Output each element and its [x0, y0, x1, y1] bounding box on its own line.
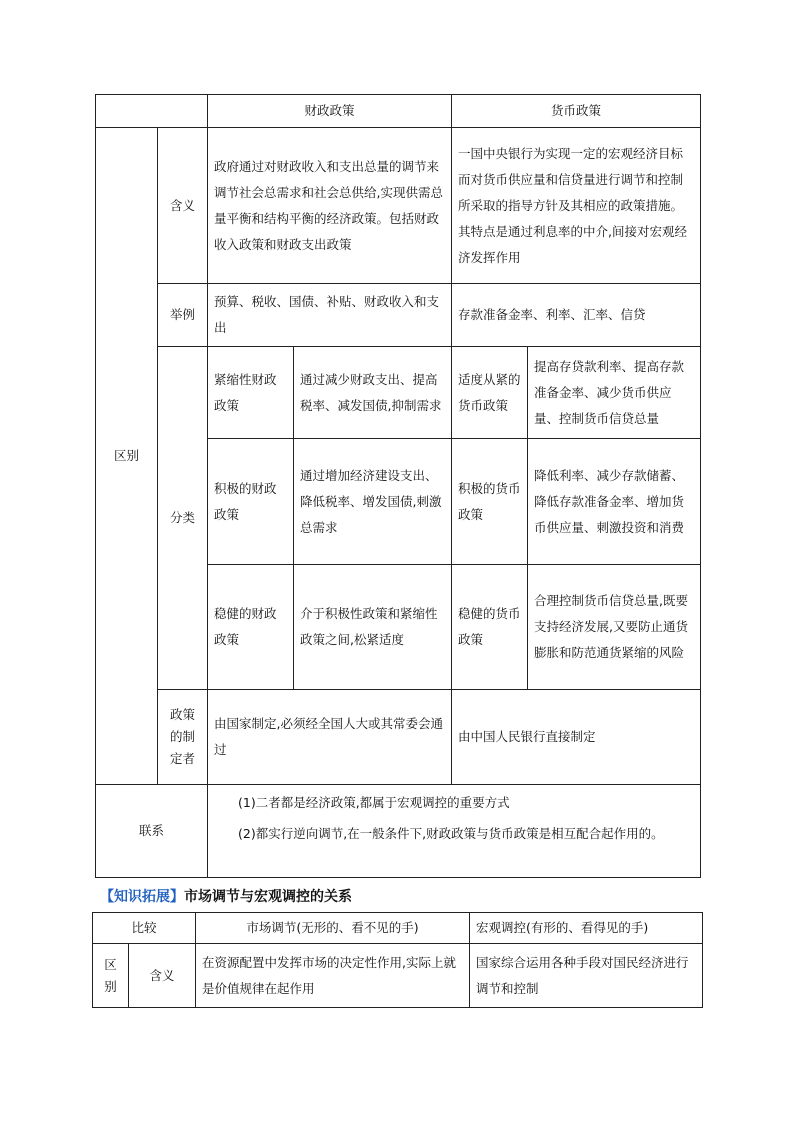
header-monetary: 货币政策	[452, 95, 701, 128]
stable-monetary-desc: 合理控制货币信贷总量,既要支持经济发展,又要防止通货膨胀和防范通货紧缩的风险	[528, 565, 701, 690]
active-monetary-desc: 降低利率、减少存款储蓄、降低存款准备金率、增加货币供应量、刺激投资和消费	[528, 439, 701, 565]
section-tag: 【知识拓展】	[100, 889, 184, 905]
macro-meaning: 国家综合运用各种手段对国民经济进行调节和控制	[470, 944, 703, 1008]
maker-label: 政策的制定者	[158, 690, 208, 785]
link-content	[208, 785, 701, 878]
meaning-label: 含义	[158, 128, 208, 284]
market-header: 市场调节(无形的、看不见的手)	[196, 913, 470, 944]
compare-label: 比较	[93, 913, 196, 944]
link-label: 联系	[96, 785, 208, 878]
diff-label: 区别	[96, 128, 158, 785]
example-fiscal: 预算、税收、国债、补贴、财政收入和支出	[208, 284, 452, 347]
meaning-label-2: 含义	[129, 944, 196, 1008]
active-fiscal-name: 积极的财政政策	[208, 439, 294, 565]
example-label: 举例	[158, 284, 208, 347]
active-fiscal-desc: 通过增加经济建设支出、降低税率、增发国债,刺激总需求	[294, 439, 452, 565]
header-fiscal: 财政政策	[208, 95, 452, 128]
stable-monetary-name: 稳健的货币政策	[452, 565, 528, 690]
stable-fiscal-name: 稳健的财政政策	[208, 565, 294, 690]
contract-monetary-name: 适度从紧的货币政策	[452, 347, 528, 439]
section-title: 市场调节与宏观调控的关系	[184, 889, 352, 905]
contract-monetary-desc: 提高存贷款利率、提高存款准备金率、减少货币供应量、控制货币信贷总量	[528, 347, 701, 439]
market-macro-table	[92, 912, 703, 1008]
section-heading	[100, 886, 352, 906]
contract-fiscal-name: 紧缩性财政政策	[208, 347, 294, 439]
contract-fiscal-desc: 通过减少财政支出、提高税率、减发国债,抑制需求	[294, 347, 452, 439]
stable-fiscal-desc: 介于积极性政策和紧缩性政策之间,松紧适度	[294, 565, 452, 690]
market-meaning: 在资源配置中发挥市场的决定性作用,实际上就是价值规律在起作用	[196, 944, 470, 1008]
macro-header: 宏观调控(有形的、看得见的手)	[470, 913, 703, 944]
link-point-1: (1)二者都是经济政策,都属于宏观调控的重要方式	[238, 795, 510, 810]
diff-label-2: 区别	[93, 944, 129, 1008]
meaning-monetary: 一国中央银行为实现一定的宏观经济目标而对货币供应量和信贷量进行调节和控制所采取的指导方针及其相应的政策措施。其特点是通过利息率的中介,间接对宏观经济发挥作用	[452, 128, 701, 284]
active-monetary-name: 积极的货币政策	[452, 439, 528, 565]
meaning-fiscal: 政府通过对财政收入和支出总量的调节来调节社会总需求和社会总供给,实现供需总量平衡和结构平衡的经济政策。包括财政收入政策和财政支出政策	[208, 128, 452, 284]
fiscal-monetary-table	[95, 94, 701, 878]
example-monetary: 存款准备金率、利率、汇率、信贷	[452, 284, 701, 347]
category-label: 分类	[158, 347, 208, 690]
empty-header-cell	[96, 95, 208, 128]
link-point-2: (2)都实行逆向调节,在一般条件下,财政政策与货币政策是相互配合起作用的。	[238, 826, 664, 841]
maker-fiscal: 由国家制定,必须经全国人大或其常委会通过	[208, 690, 452, 785]
maker-monetary: 由中国人民银行直接制定	[452, 690, 701, 785]
